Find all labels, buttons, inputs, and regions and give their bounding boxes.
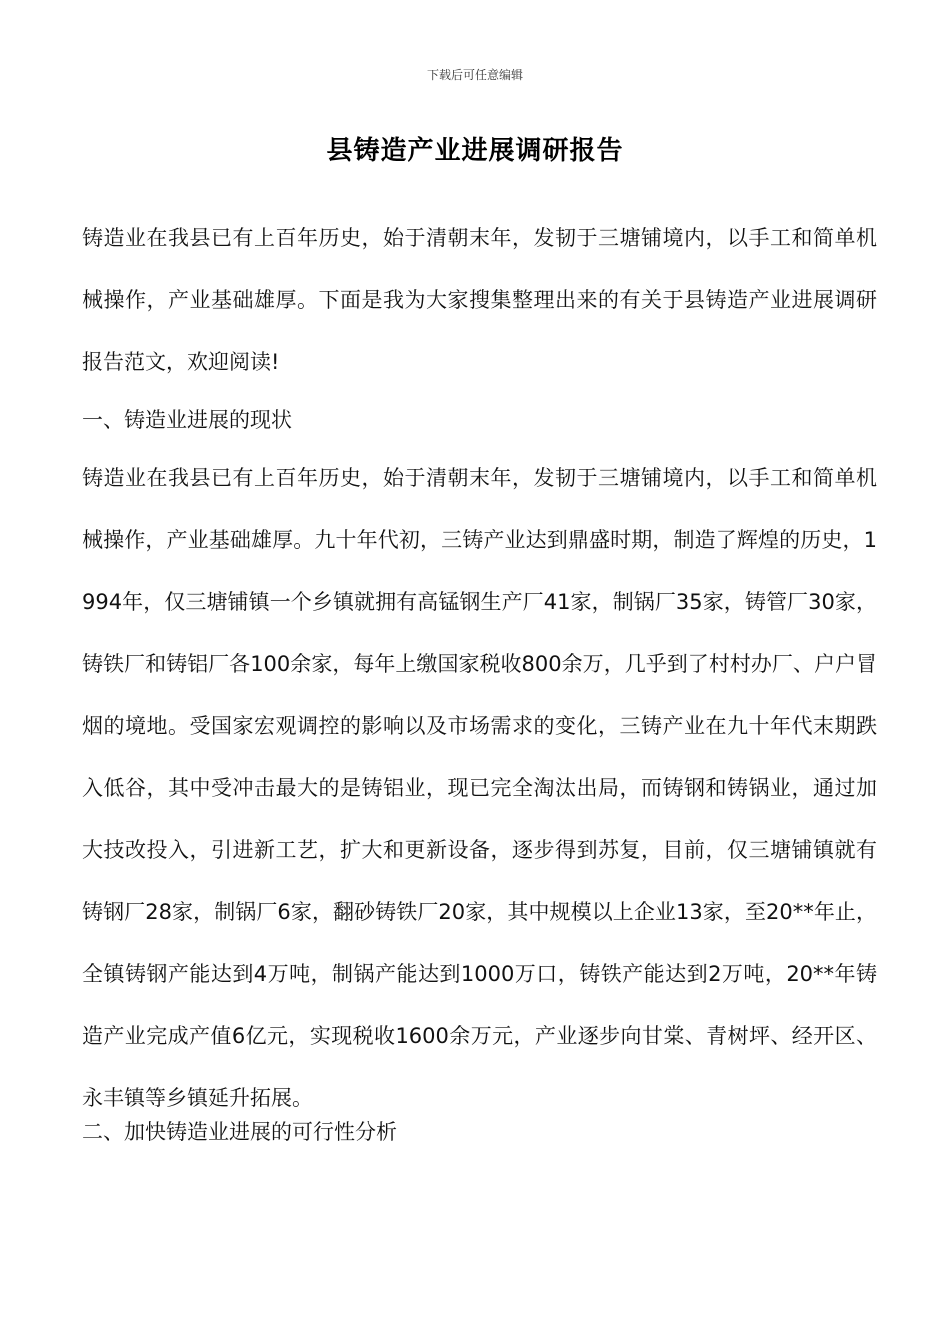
header-note: 下载后可任意编辑 — [426, 68, 523, 82]
intro-paragraph: 铸造业在我县已有上百年历史，始于清朝末年，发韧于三塘铺境内，以手工和简单机械操作，产业基础雄厚。下面是我为大家搜集整理出来的有关于县铸造产业进展调研报告范文，欢迎阅读! — [82, 226, 877, 374]
section-1-heading: 一、铸造业进展的现状 — [82, 408, 292, 432]
section-1-paragraph: 铸造业在我县已有上百年历史，始于清朝末年，发韧于三塘铺境内，以手工和简单机械操作，产业基础雄厚。九十年代初，三铸产业达到鼎盛时期，制造了辉煌的历史，1994年，仅三塘铺镇一个乡镇就拥有高锰钢生产厂41家，制锅厂35家，铸管厂30家，铸铁厂和铸铝厂各100余家，每年上缴国家税收800余万，几乎到了村村办厂、户户冒烟的境地。受国家宏观调控的影响以及市场需求的变化，三铸产业在九十年代末期跌入低谷，其中受冲击最大的是铸铝业，现已完全淘汰出局，而铸钢和铸锅业，通过加大技改投入，引进新工艺，扩大和更新设备，逐步得到苏复，目前，仅三塘铺镇就有铸钢厂28家，制锅厂6家，翻砂铸铁厂20家，其中规模以上企业13家，至20**年止，全镇铸钢产能达到4万吨，制锅产能达到1000万口，铸铁产能达到2万吨，20**年铸造产业完成产值6亿元，实现税收1600余万元，产业逐步向甘棠、青树坪、经开区、永丰镇等乡镇延升拓展。 — [82, 466, 877, 1110]
document-title: 县铸造产业进展调研报告 — [326, 136, 624, 166]
section-2-heading: 二、加快铸造业进展的可行性分析 — [82, 1120, 397, 1144]
